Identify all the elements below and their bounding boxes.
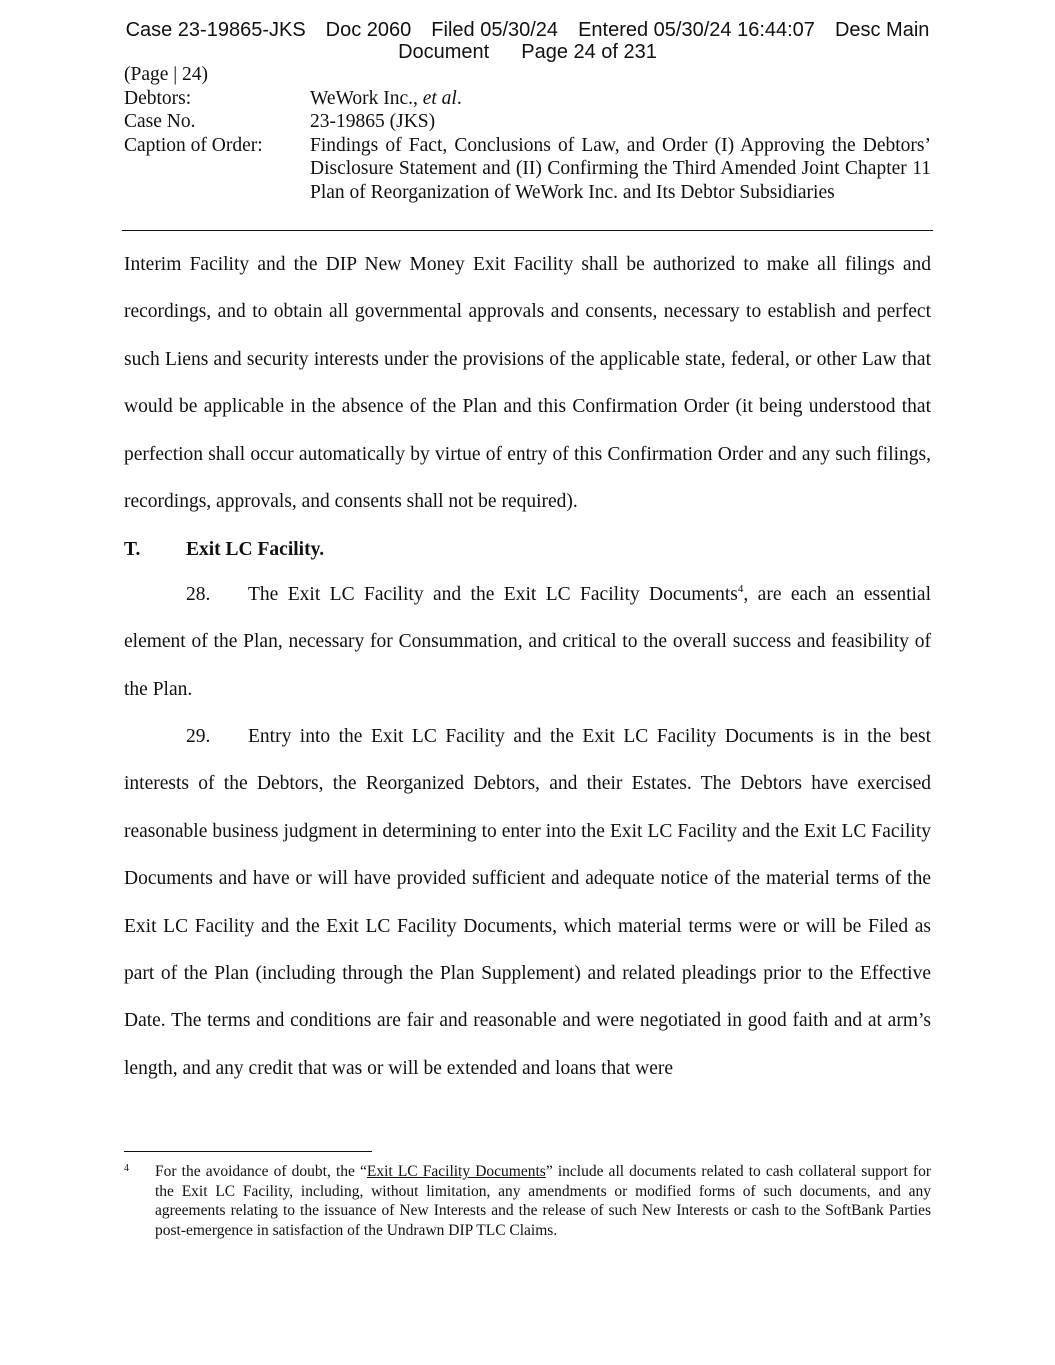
footnote (124, 1162, 931, 1240)
caption-case-row (124, 110, 931, 134)
paragraph-28-text-a: The Exit LC Facility and the Exit LC Facility Documents (248, 584, 738, 605)
footnote-text (155, 1162, 931, 1240)
paragraph-28-text-b: , are each an essential element of the Plan, necessary for Consummation, and critical to the overall success and feasibility of the Plan. (124, 584, 931, 700)
order-caption-value: Findings of Fact, Conclusions of Law, and Order (I) Approving the Debtors’ Disclosure Statement and (II) Confirming the Third Amended Joint Chapter 11 Plan of Reorganization of WeWork Inc. and Its Debtor Subsidiaries (310, 134, 931, 203)
case-label: Case No. (124, 111, 196, 132)
page-count-stamp: Page 24 of 231 (521, 41, 657, 63)
ecf-filing-header (60, 19, 995, 63)
order-caption-block (124, 63, 931, 204)
footnote-defined-term: Exit LC Facility Documents (366, 1163, 546, 1180)
debtors-label: Debtors: (124, 87, 192, 109)
footnote-text-a: For the avoidance of doubt, the “ (155, 1163, 367, 1180)
order-caption-label: Caption of Order: (124, 134, 263, 156)
caption-order-row (124, 134, 931, 205)
desc-stamp: Desc Main (834, 19, 930, 41)
doc-number-stamp: Doc 2060 (325, 19, 412, 41)
debtors-name: WeWork Inc., (310, 87, 423, 109)
document-stamp: Document (398, 41, 490, 63)
paragraph-number: 29. (186, 726, 211, 747)
entered-date-stamp: Entered 05/30/24 16:44:07 (578, 19, 815, 41)
section-title: Exit LC Facility. (186, 539, 325, 560)
paragraph-28 (124, 571, 931, 713)
ecf-header-line-1 (60, 19, 995, 41)
caption-debtors-row (124, 87, 931, 111)
debtors-et-al: et al (422, 87, 457, 109)
footnote-mark: 4 (124, 1163, 129, 1174)
footnote-separator (124, 1151, 372, 1152)
debtors-period: . (456, 87, 462, 109)
footnote-text-b: ” include all documents related to cash collateral support for the Exit LC Facility, including, without limitation, any amendments or modified forms of such documents, and any agreements relating to the issuance of New Interests and the release of such New Interests or cash to the SoftBank Parties post-emergence in satisfaction of the Undrawn DIP TLC Claims. (155, 1163, 931, 1239)
case-value: 23-19865 (JKS) (310, 111, 436, 132)
caption-page-ref: (Page | 24) (124, 64, 209, 85)
continued-paragraph: Interim Facility and the DIP New Money Exit Facility shall be authorized to make all filings and recordings, and to obtain all governmental approvals and consents, necessary to establish and perfect such Liens and security interests under the provisions of the applicable state, federal, or other Law that would be applicable in the absence of the Plan and this Confirmation Order (it being understood that perfection shall occur automatically by virtue of entry of this Confirmation Order and any such filings, recordings, approvals, and consents shall not be required). (124, 254, 931, 513)
paragraph-number: 28. (186, 584, 211, 605)
debtors-value (310, 87, 931, 111)
filed-date-stamp: Filed 05/30/24 (431, 19, 559, 41)
ecf-header-line-2 (60, 41, 995, 63)
case-number-stamp: Case 23-19865-JKS (125, 19, 306, 41)
section-heading (124, 538, 324, 562)
paragraph-29-text: Entry into the Exit LC Facility and the Exit LC Facility Documents is in the best interests of the Debtors, the Reorganized Debtors, and their Estates. The Debtors have exercised reasonable business judgment in determining to enter into the Exit LC Facility and the Exit LC Facility Documents and have or will have provided sufficient and adequate notice of the material terms of the Exit LC Facility and the Exit LC Facility Documents, which material terms were or will be Filed as part of the Plan (including through the Plan Supplement) and related pleadings prior to the Effective Date. The terms and conditions are fair and reasonable and were negotiated in good faith and at arm’s length, and any credit that was or will be extended and loans that were (124, 726, 931, 1079)
caption-divider (122, 230, 933, 231)
footnote-reference: 4 (737, 583, 744, 595)
paragraph-29 (124, 713, 931, 1092)
section-letter: T. (124, 539, 141, 560)
